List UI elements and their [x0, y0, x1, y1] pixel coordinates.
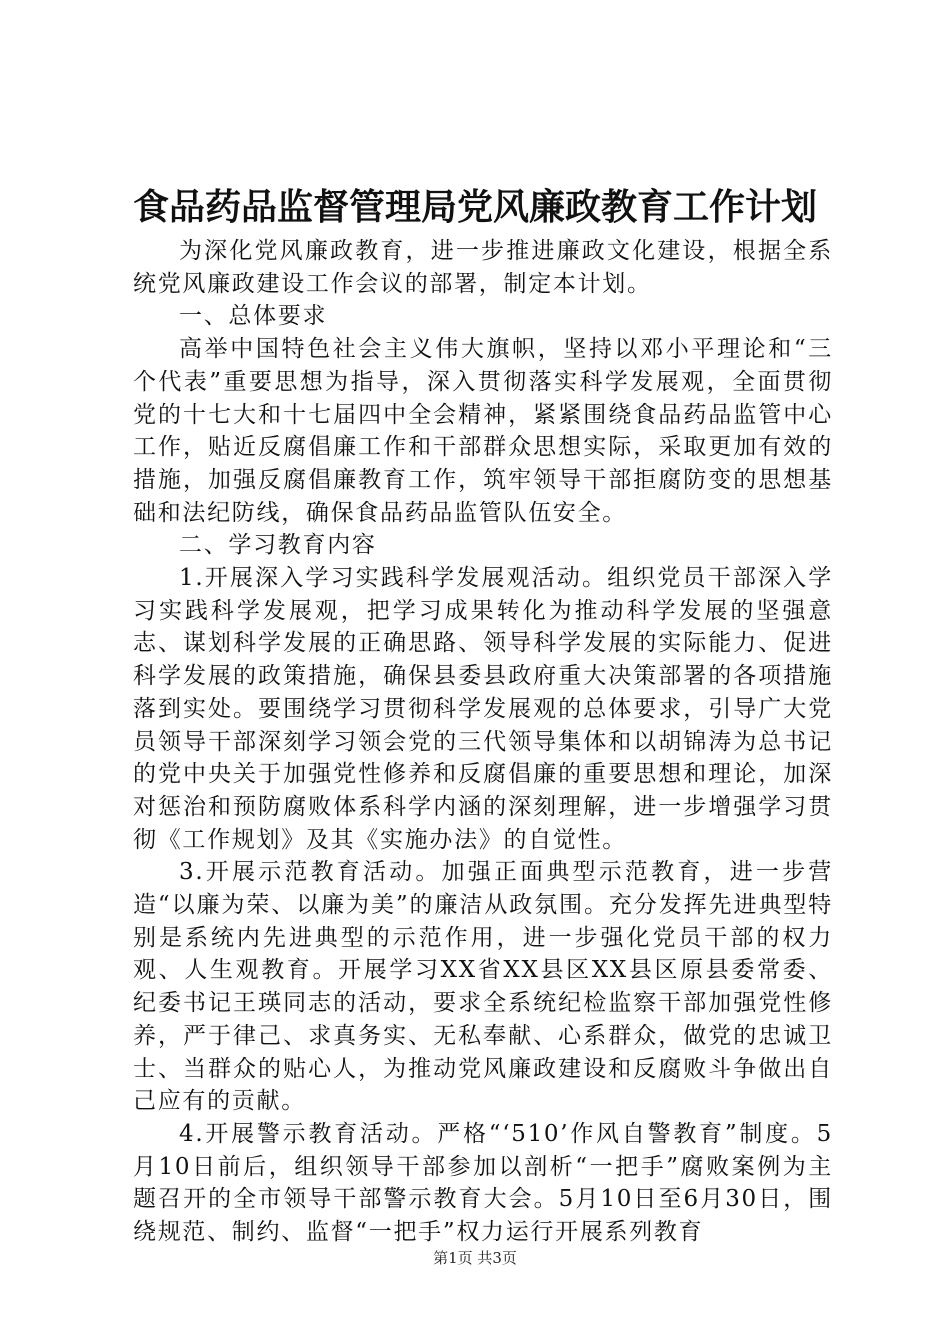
item-3-paragraph: 3.开展示范教育活动。加强正面典型示范教育，进一步营造“以廉为荣、以廉为美”的廉洁从政氛围。充分发挥先进典型特别是系统内先进典型的示范作用，进一步强化党员干部的权力观、人生观教育。开展学习XX省XX县区XX县区原县委常委、纪委书记王瑛同志的活动，要求全系统纪检监察干部加强党性修养，严于律己、求真务实、无私奉献、心系群众，做党的忠诚卫士、当群众的贴心人，为推动党风廉政建设和反腐败斗争做出自己应有的贡献。	[133, 859, 833, 1115]
document-body	[133, 235, 833, 1249]
item-4-paragraph: 4.开展警示教育活动。严格“‘510’作风自警教育”制度。5月10日前后，组织领导干部参加以剖析“一把手”腐败案例为主题召开的全市领导干部警示教育大会。5月10日至6月30日，围绕规范、制约、监督“一把手”权力运行开展系列教育	[133, 1120, 833, 1246]
general-requirements-paragraph: 高举中国特色社会主义伟大旗帜，坚持以邓小平理论和“三个代表”重要思想为指导，深入贯彻落实科学发展观，全面贯彻党的十七大和十七届四中全会精神，紧紧围绕食品药品监管中心工作，贴近反腐倡廉工作和干部群众思想实际，采取更加有效的措施，加强反腐倡廉教育工作，筑牢领导干部拒腐防变的思想基础和法纪防线，确保食品药品监管队伍安全。	[133, 336, 833, 526]
intro-paragraph: 为深化党风廉政教育，进一步推进廉政文化建设，根据全系统党风廉政建设工作会议的部署，制定本计划。	[133, 238, 833, 297]
section-heading-general-requirements: 一、总体要求	[179, 303, 328, 330]
item-1-paragraph: 1.开展深入学习实践科学发展观活动。组织党员干部深入学习实践科学发展观，把学习成果转化为推动科学发展的坚强意志、谋划科学发展的正确思路、领导科学发展的实际能力、促进科学发展的政策措施，确保县委县政府重大决策部署的各项措施落到实处。要围绕学习贯彻科学发展观的总体要求，引导广大党员领导干部深刻学习领会党的三代领导集体和以胡锦涛为总书记的党中央关于加强党性修养和反腐倡廉的重要思想和理论，加深对惩治和预防腐败体系科学内涵的深刻理解，进一步增强学习贯彻《工作规划》及其《实施办法》的自觉性。	[133, 565, 833, 853]
section-heading-study-content: 二、学习教育内容	[179, 532, 377, 559]
document-title: 食品药品监督管理局党风廉政教育工作计划	[132, 187, 817, 228]
page-footer: 第1页 共3页	[433, 1249, 517, 1267]
